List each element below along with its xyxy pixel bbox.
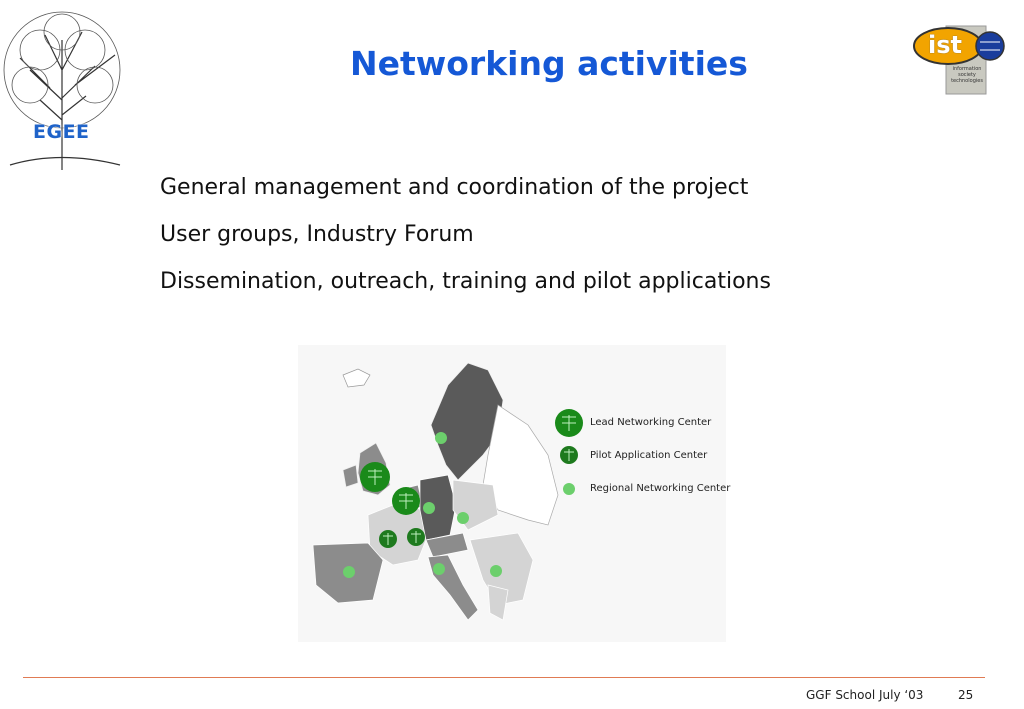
regional-center-scandinavia (435, 432, 447, 444)
map-iceland (343, 369, 370, 387)
lead-center-benelux (392, 487, 420, 515)
footer-divider (23, 677, 985, 678)
egee-tree-logo (0, 0, 136, 172)
bullet-list (160, 164, 771, 305)
legend-pilot-marker (560, 446, 578, 464)
pilot-center-france (379, 530, 397, 548)
legend-regional-marker (563, 483, 575, 495)
map-ireland (343, 465, 358, 487)
lead-center-uk (360, 462, 390, 492)
map-greece (488, 585, 508, 620)
bullet-item: Dissemination, outreach, training and pilot applications (160, 269, 771, 294)
regional-center-iberia (343, 566, 355, 578)
legend-lead-label: Lead Networking Center (590, 417, 712, 428)
bullet-item: User groups, Industry Forum (160, 222, 474, 247)
pilot-center-alps (407, 528, 425, 546)
bullet-item: General management and coordination of the project (160, 175, 749, 200)
ist-logo-subtext: information society technologies (951, 66, 983, 84)
regional-center-balkans (490, 565, 502, 577)
legend-lead-marker (555, 409, 583, 437)
regional-center-central (457, 512, 469, 524)
legend-regional-label: Regional Networking Center (590, 483, 731, 494)
slide-title: Networking activities (350, 44, 748, 83)
regional-center-germany (423, 502, 435, 514)
regional-center-italy (433, 563, 445, 575)
ist-logo-text: ist (928, 31, 962, 59)
egee-logo-text: EGEE (33, 121, 90, 143)
legend-pilot-label: Pilot Application Center (590, 450, 708, 461)
footer-text: GGF School July ‘03 (806, 688, 924, 702)
page-number: 25 (958, 688, 974, 702)
